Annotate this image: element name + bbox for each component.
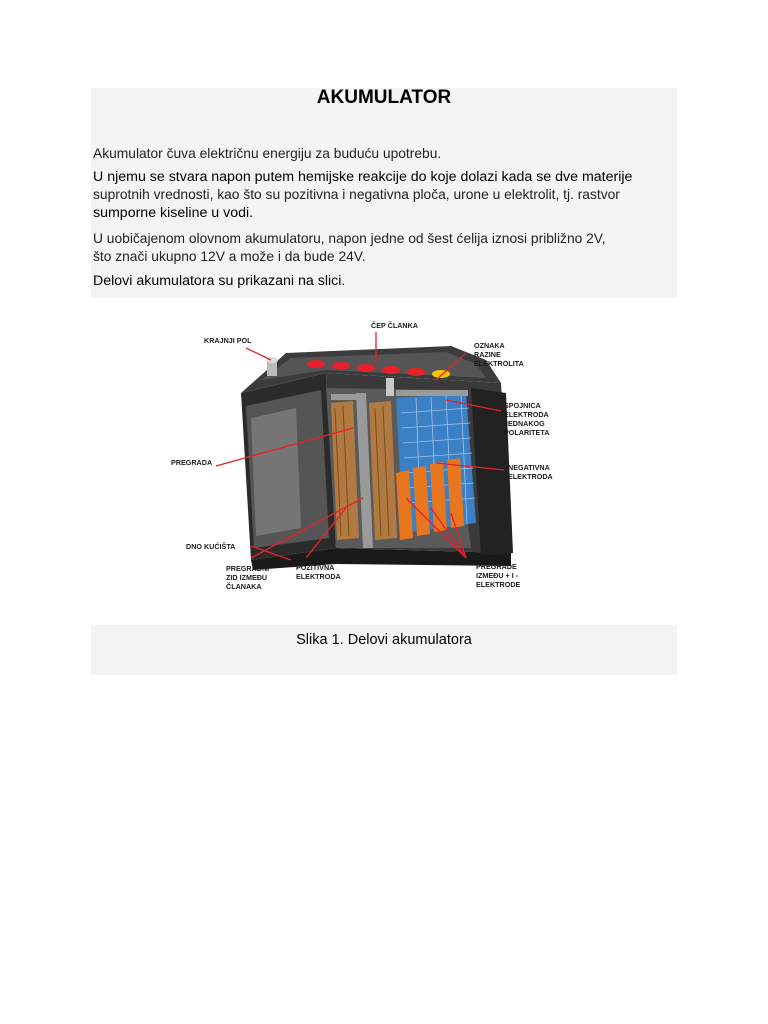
cell-cap [357, 364, 375, 372]
paragraph-voltage [93, 230, 677, 266]
paragraph-parts: Delovi akumulatora su prikazani na slici. [93, 273, 346, 289]
paragraph-line: sumporne kiseline u vodi. [93, 205, 254, 221]
label-pregrada: PREGRADA [171, 458, 213, 467]
svg-text:ELEKTRODA: ELEKTRODA [508, 472, 553, 481]
svg-text:ELEKTRODA: ELEKTRODA [504, 410, 549, 419]
figure-caption: Slika 1. Delovi akumulatora [296, 632, 472, 648]
svg-text:RAZINE: RAZINE [474, 350, 501, 359]
paragraph-reaction [93, 168, 677, 222]
svg-text:POLARITETA: POLARITETA [504, 428, 550, 437]
svg-text:IZMEĐU + I -: IZMEĐU + I - [476, 571, 519, 580]
svg-text:ZID IZMEĐU: ZID IZMEĐU [226, 573, 268, 582]
paragraph-intro: Akumulator čuva električnu energiju za buduću upotrebu. [93, 146, 442, 161]
svg-text:ELEKTROLITA: ELEKTROLITA [474, 359, 524, 368]
label-pozitivna: POZITIVNA [296, 563, 335, 572]
label-oznaka: OZNAKA [474, 341, 505, 350]
svg-text:ELEKTRODA: ELEKTRODA [296, 572, 341, 581]
strap [331, 394, 359, 400]
svg-text:ELEKTRODE: ELEKTRODE [476, 580, 521, 589]
battery-diagram [91, 298, 677, 625]
label-dno: DNO KUĆIŠTA [186, 542, 236, 551]
page-title: AKUMULATOR [316, 87, 452, 108]
label-spojnica: SPOJNICA [504, 401, 541, 410]
paragraph-line: U njemu se stvara napon putem hemijske reakcije do koje dolazi kada se dve materije [93, 169, 633, 185]
document-panel [91, 88, 677, 675]
svg-text:JEDNAKOG: JEDNAKOG [504, 419, 545, 428]
label-krajnji-pol: KRAJNJI POL [204, 336, 252, 345]
paragraph-line: suprotnih vrednosti, kao što su pozitivna i negativna ploča, urone u elektrolit, tj. rastvor [93, 187, 620, 202]
cell-cap [307, 360, 325, 368]
label-pregrade: PREGRADE [476, 562, 517, 571]
label-negativna: NEGATIVNA [508, 463, 550, 472]
paragraph-line: što znači ukupno 12V a može i da bude 24V. [93, 249, 366, 264]
cell-cap [382, 366, 400, 374]
cell-cap [332, 362, 350, 370]
cell-cap [432, 370, 450, 378]
svg-text:ČLANAKA: ČLANAKA [226, 582, 262, 591]
paragraph-line: U uobičajenom olovnom akumulatoru, napon jedne od šest ćelija iznosi približno 2V, [93, 231, 606, 246]
cell-cap [407, 368, 425, 376]
label-pregradni: PREGRADNI [226, 564, 270, 573]
label-cep-clanka: ČEP ČLANKA [371, 321, 418, 330]
battery-illustration [91, 298, 677, 625]
